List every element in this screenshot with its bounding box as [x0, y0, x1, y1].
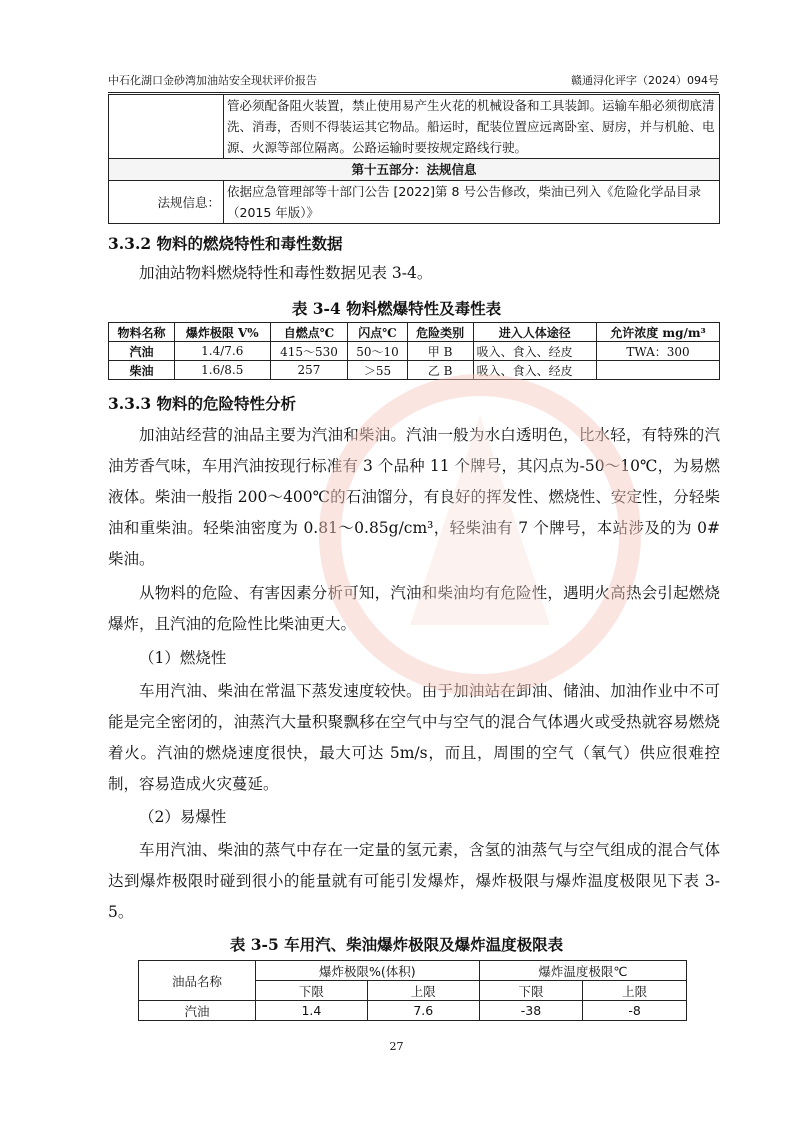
subheading-combustibility: （1）燃烧性 — [139, 649, 227, 667]
col-entry-route: 进入人体途径 — [473, 323, 596, 342]
table-row: 汽油 1.4/7.6 415～530 50～10 甲 B 吸入、食入、经皮 TWA：300 — [109, 342, 720, 361]
col-explosion-temp-group: 爆炸温度极限℃ — [479, 961, 686, 981]
paragraph-combustibility: 车用汽油、柴油在常温下蒸发速度较快。由于加油站在卸油、储油、加油作业中不可能是完全密闭的，油蒸汽大量积聚飘移在空气中与空气的混合气体遇火或受热就容易燃烧着火。汽油的燃烧速度很快，最大可达 5m/s，而且，周围的空气（氧气）供应很难控制，容易造成火灾蔓延。 — [108, 682, 720, 793]
paragraph-hazard-summary: 从物料的危险、有害因素分析可知，汽油和柴油均有危险性，遇明火高热会引起燃烧爆炸，且汽油的危险性比柴油更大。 — [108, 584, 720, 633]
report-number: 赣通浔化评字（2024）094号 — [571, 74, 719, 87]
transport-text: 管必须配备阻火装置，禁止使用易产生火花的机械设备和工具装卸。运输车船必须彻底清洗、消毒，否则不得装运其它物品。船运时，配装位置应远离卧室、厨房，并与机舱、电源、火源等部位隔离。公路运输时要按规定路线行驶。 — [224, 95, 720, 159]
col-explosion-limit: 爆炸极限 V% — [174, 323, 270, 342]
table-header-row — [139, 961, 687, 981]
col-hazard-class: 危险类别 — [407, 323, 473, 342]
col-material: 物料名称 — [109, 323, 175, 342]
table-subheader-row: 下限 上限 下限 上限 — [139, 981, 687, 1001]
table-3-4 — [108, 322, 720, 380]
col-autoignition: 自燃点℃ — [270, 323, 348, 342]
table-row: 汽油 1.4 7.6 -38 -8 — [139, 1001, 687, 1021]
table-header-row — [109, 323, 720, 342]
paragraph-intro: 加油站物料燃烧特性和毒性数据见表 3-4。 — [139, 264, 433, 282]
regulation-label: 法规信息： — [109, 181, 224, 224]
page-header — [108, 70, 719, 93]
msds-continuation-table — [108, 94, 720, 224]
table-3-5-caption: 表 3-5 车用汽、柴油爆炸极限及爆炸温度极限表 — [229, 935, 564, 954]
paragraph-oil-properties: 加油站经营的油品主要为汽油和柴油。汽油一般为水白透明色，比水轻，有特殊的汽油芳香气味，车用汽油按现行标准有 3 个品种 11 个牌号，其闪点为-50～10℃，为易燃液体。柴油一般指 200～400℃的石油馏分，有良好的挥发性、燃烧性、安定性，分轻柴油和重柴油。轻柴油密度为 0.81～0.85g/cm³，轻柴油有 7 个牌号，本站涉及的为 0#柴油。 — [108, 426, 720, 568]
col-explosion-limit-group: 爆炸极限%(体积) — [256, 961, 480, 981]
report-title: 中石化湖口金砂湾加油站安全现状评价报告 — [108, 74, 317, 87]
paragraph-explosiveness: 车用汽油、柴油的蒸气中存在一定量的氢元素，含氢的油蒸气与空气组成的混合气体达到爆炸极限时碰到很小的能量就有可能引发爆炸，爆炸极限与爆炸温度极限见下表 3-5。 — [108, 841, 720, 921]
table-3-5 — [138, 960, 687, 1021]
table-3-4-caption: 表 3-4 物料燃爆特性及毒性表 — [291, 299, 502, 318]
table-row: 柴油 1.6/8.5 257 ＞55 乙 B 吸入、食入、经皮 — [109, 361, 720, 380]
section-title: 第十五部分：法规信息 — [109, 159, 720, 181]
regulation-text: 依据应急管理部等十部门公告 [2022]第 8 号公告修改，柴油已列入《危险化学品目录（2015 年版）》 — [224, 181, 720, 224]
heading-3-3-2: 3.3.2 物料的燃烧特性和毒性数据 — [108, 234, 343, 253]
col-allowed-conc: 允许浓度 mg/m³ — [596, 323, 719, 342]
col-flash-point: 闪点℃ — [348, 323, 407, 342]
heading-3-3-3: 3.3.3 物料的危险特性分析 — [108, 394, 297, 413]
page-number: 27 — [389, 1040, 404, 1053]
col-oil-name: 油品名称 — [139, 961, 256, 1001]
subheading-explosiveness: （2）易爆性 — [139, 808, 227, 826]
